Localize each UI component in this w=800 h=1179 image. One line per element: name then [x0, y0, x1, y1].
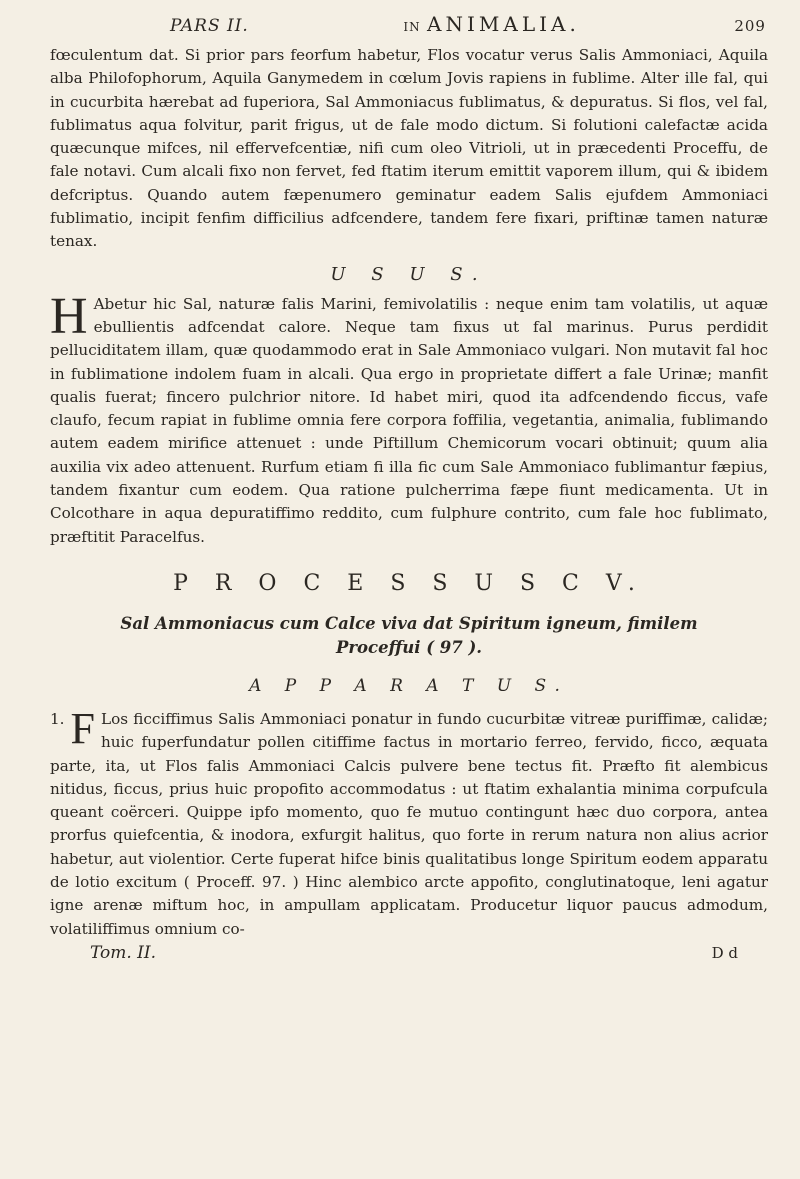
- page-number: 209: [734, 17, 766, 35]
- running-head-part: PARS II.: [170, 16, 249, 36]
- process-title-line-1: Sal Ammoniacus cum Calce viva dat Spiritum igneum, fimilem: [120, 613, 698, 633]
- section-heading-processus: P R O C E S S U S C V.: [173, 570, 645, 596]
- section-heading-apparatus: A P P A R A T U S.: [249, 675, 569, 696]
- running-head-animalia: ANIMALIA.: [427, 12, 580, 36]
- volume-mark: Tom. II.: [90, 942, 157, 963]
- paragraph-usus: [50, 287, 768, 549]
- running-head-in: IN: [403, 20, 421, 34]
- signature-mark: D d: [711, 943, 738, 962]
- running-head-title: [403, 12, 579, 36]
- paragraph-continuation: fœculentum dat. Si prior pars feorfum habetur, Flos vocatur verus Salis Ammoniaci, Aquila alba Philofophorum, Aquila Ganymedem in cœlum Jovis rapiens in fublime. Alter ille fal, qui in cucurbita hærebat ad fuperiora, Sal Ammoniacus fublimatus, & depuratus. Si flos, vel fal, fublimatus aqua folvitur, parit frigus, ut de fale modo dictum. Si folutioni calefactæ acida quæcunque mifces, nil effervefcentiæ, nifi cum oleo Vitrioli, ut in præcedenti Proceffu, de fale notavi. Cum alcali fixo non fervet, fed ftatim iterum emittit vaporem illum, qui & ibidem defcriptus. Quando autem fæpenumero geminatur eadem Salis ejufdem Ammoniaci fublimatio, incipit fenfim difficilius adfcendere, tandem fere fixari, priftinæ tamen naturæ tenax.: [50, 46, 768, 251]
- page-footer: [50, 943, 768, 963]
- paragraph-apparatus-text: Los ficciffimus Salis Ammoniaci ponatur in fundo cucurbitæ vitreæ puriffimæ, calidæ; huic fuperfundatur pollen citiffime factus in mortario ferreo, fervido, ficco, æquata parte, ita, ut Flos falis Ammoniaci Calcis pulvere bene tectus fit. Præfto fit alembicus nitidus, ficcus, prius huic propofito accommodatus : ut ftatim exhalantia minima corpufcula queant coërceri. Quippe ipfo momento, quo fe mutuo contingunt hæc duo corpora, antea prorfus quiefcentia, & inodora, exfurgit halitus, quo forte in rerum natura non alius acrior habetur, aut violentior. Certe fuperat hifce binis qualitatibus longe Spiritum eodem apparatu de lotio excitum ( Proceff. 97. ) Hinc alembico arcte appofito, conglutinatoque, leni agatur igne arenæ miftum hoc, in ampullam applicatam. Producetur liquor paucus admodum, volatiliffimus omnium co-: [50, 709, 768, 938]
- drop-cap-f: F: [70, 703, 95, 753]
- paragraph-apparatus: [50, 703, 768, 941]
- drop-cap-h: H: [50, 287, 88, 345]
- paragraph-number: 1.: [50, 709, 65, 728]
- process-title-line-2: Proceffui ( 97 ).: [335, 637, 483, 657]
- section-heading-usus: U S U S.: [330, 263, 488, 285]
- book-page: [50, 12, 768, 963]
- running-head: [50, 12, 768, 44]
- paragraph-usus-text: Abetur hic Sal, naturæ falis Marini, femivolatilis : neque enim tam volatilis, ut aquæ ebullientis adfcendat calore. Neque tam fixus ut fal marinus. Purus perdidit pelluciditatem illam, quæ quodammodo erat in Sale Ammoniaco vulgari. Non mutavit fal hoc in fublimatione indolem fuam in alcali. Qua ergo in proprietate differt a fale Urinæ; manfit qualis fuerat; fincero pulchrior nitore. Id habet miri, quod ita adfcendendo ficcus, vafe claufo, fecum rapiat in fublime omnia fere corpora foffilia, vegetantia, animalia, fublimando autem eadem mirifice attenuet : unde Piftillum Chemicorum vocari obtinuit; quum alia auxilia vix adeo attenuent. Rurfum etiam fi illa fic cum Sale Ammoniaco fublimantur fæpius, tandem fixantur cum eodem. Qua ratione pulcherrima fæpe fiunt medicamenta. Ut in Colcothare in aqua depuratiffimo reddito, cum fulphure contrito, cum fale hoc fublimato, præftitit Paracelfus.: [50, 294, 768, 546]
